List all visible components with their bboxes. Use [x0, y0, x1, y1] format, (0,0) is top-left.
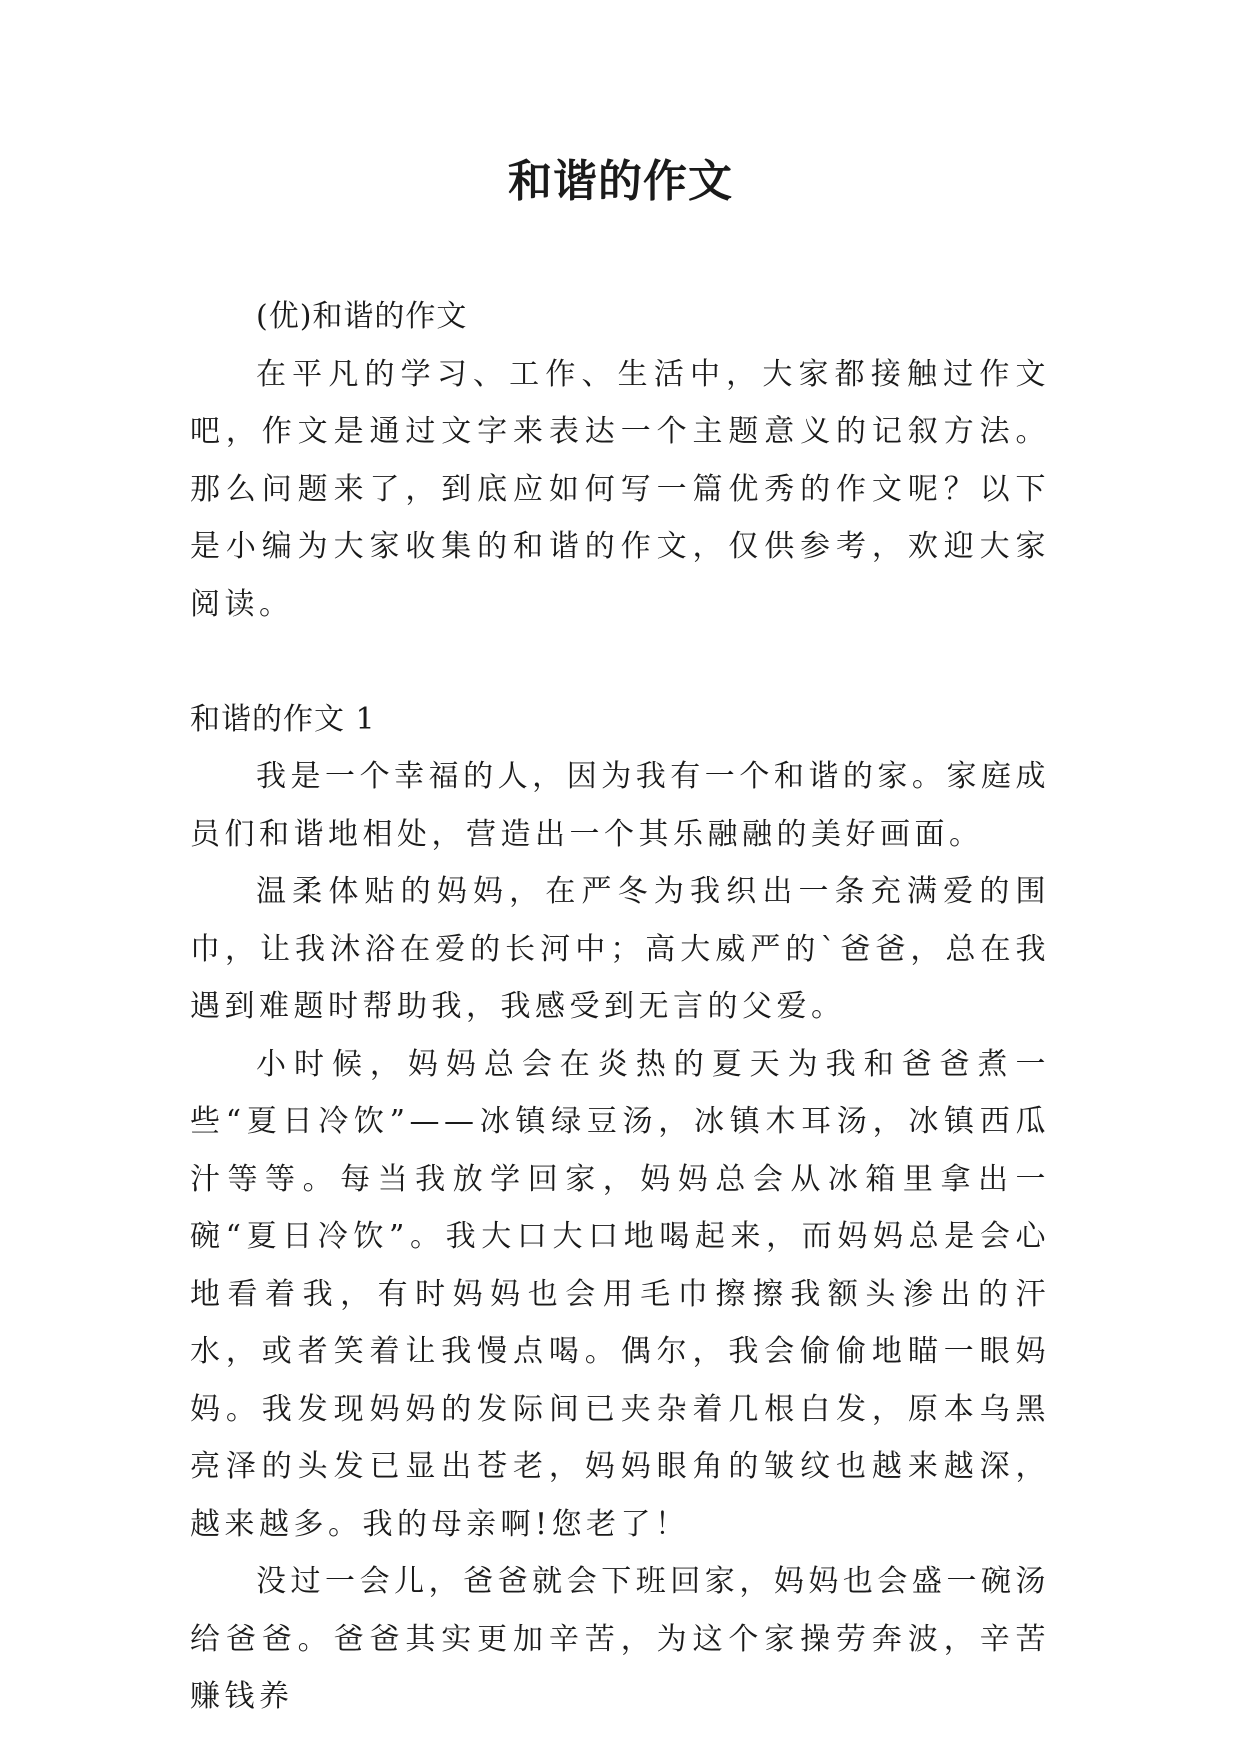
section-heading: 和谐的作文 1: [190, 701, 376, 737]
body-paragraph: 我是一个幸福的人，因为我有一个和谐的家。家庭成员们和谐地相处，营造出一个其乐融融的美好画面。: [190, 759, 1050, 852]
document-body: [190, 288, 1050, 1726]
document-title: 和谐的作文: [508, 156, 733, 207]
intro-paragraph: 在平凡的学习、工作、生活中，大家都接触过作文吧，作文是通过文字来表达一个主题意义的记叙方法。那么问题来了，到底应如何写一篇优秀的作文呢？以下是小编为大家收集的和谐的作文，仅供参考，欢迎大家阅读。: [190, 356, 1050, 622]
body-paragraph: 小时候，妈妈总会在炎热的夏天为我和爸爸煮一些“夏日冷饮”——冰镇绿豆汤，冰镇木耳汤，冰镇西瓜汁等等。每当我放学回家，妈妈总会从冰箱里拿出一碗“夏日冷饮”。我大口大口地喝起来，而妈妈总是会心地看着我，有时妈妈也会用毛巾擦擦我额头渗出的汗水，或者笑着让我慢点喝。偶尔，我会偷偷地瞄一眼妈妈。我发现妈妈的发际间已夹杂着几根白发，原本乌黑亮泽的头发已显出苍老，妈妈眼角的皱纹也越来越深，越来越多。我的母亲啊!您老了！: [190, 1046, 1050, 1542]
body-paragraph: 温柔体贴的妈妈，在严冬为我织出一条充满爱的围巾，让我沐浴在爱的长河中；高大威严的`爸爸，总在我遇到难题时帮助我，我感受到无言的父爱。: [190, 874, 1050, 1024]
body-paragraph: 没过一会儿，爸爸就会下班回家，妈妈也会盛一碗汤给爸爸。爸爸其实更加辛苦，为这个家操劳奔波，辛苦赚钱养: [190, 1564, 1050, 1714]
document-subtitle: (优)和谐的作文: [256, 299, 468, 334]
